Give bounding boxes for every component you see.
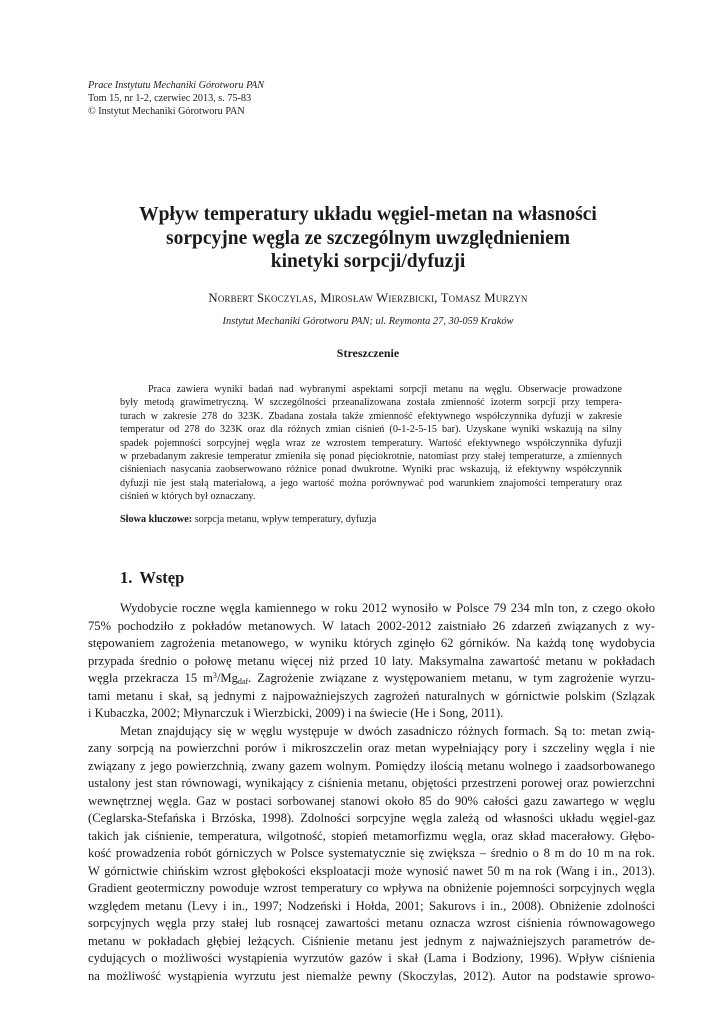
body-line: 75% pochodziło z pokładów metanowych. W latach 2002-2012 zaistniało 26 zdarzeń związanych z wy-: [88, 618, 655, 633]
subscript: daf: [237, 677, 249, 686]
body-line: wewnętrznej węgla. Gaz w postaci sorbowanej stanowi około 85 do 90% całości gazu zawartego w węglu: [88, 793, 655, 808]
body-line: na możliwość wystąpienia wyrzutu jest niemalże pewny (Skoczylas, 2012). Autor na podstawie sprowo-: [88, 968, 655, 983]
keywords: [120, 514, 376, 525]
body-line: (Ceglarska-Stefańska i Brzóska, 1998). Zdolności sorpcyjne węgla zależą od własności układu węgiel-gaz: [88, 811, 655, 825]
journal-name: Prace Instytutu Mechaniki Górotworu PAN: [88, 80, 264, 91]
keywords-text: sorpcja metanu, wpływ temperatury, dyfuzja: [192, 514, 377, 525]
superscript: 3: [212, 671, 217, 680]
body-line: i Kubaczka, 2002; Młynarczuk i Wierzbicki, 2009) i na świecie (He i Song, 2011).: [88, 706, 504, 720]
body-segment: węgla przekracza 15 m: [88, 671, 213, 685]
section-number: 1.: [120, 568, 133, 587]
abstract-line: turach w zakresie 278 do 323K. Zbadana została także zmienność efektywnego współczynnika dyfuzji w zakresie: [120, 410, 622, 422]
title-line: sorpcyjne węgla ze szczególnym uwzględnieniem: [166, 227, 570, 249]
abstract-line: dyfuzji nie jest stałą materiałową, a jego wartość można porównywać pod warunkiem znajomości temperatury oraz: [120, 477, 622, 489]
abstract-line: w przebadanym zakresie temperatur zmieniła się ponad pięciokrotnie, natomiast przy stałej temperaturze, a zmiennych: [120, 451, 622, 463]
body-line: tami metanu i skał, są jednymi z najpoważniejszych zagrożeń naturalnych w górnictwie polskim (Szlązak: [88, 688, 655, 703]
journal-copyright: © Instytut Mechaniki Górotworu PAN: [88, 105, 245, 117]
body-line: ustalony jest stan równowagi, wynikający z ciśnienia metanu, objętości przestrzeni porowej oraz powierzchni: [88, 776, 655, 790]
body-line: takich jak ciśnienie, temperatura, wilgotność, stopień metamorfizmu węgla, oraz skład macerałowy. Głębo-: [88, 828, 655, 843]
body-line: Metan znajdujący się w węglu występuje w dwóch zasadniczo różnych formach. Są to: metan zwią-: [120, 723, 655, 738]
title-line: Wpływ temperatury układu węgiel-metan na własności: [139, 204, 597, 225]
abstract-line: spadek pojemności sorpcyjnej węgla wraz ze wzrostem temperatury. Wartość efektywnego współczynnika dyfuzji: [120, 437, 622, 449]
body-line: względem metanu (Levy i in., 1997; Nodzeński i Hołda, 2001; Sakurovs i in., 2008). Obniżenie zdolności: [88, 898, 655, 913]
body-line: kość prowadzenia robót górniczych w Polsce systematycznie się zwiększa – średnio o 8 m do 10 m na rok.: [88, 846, 655, 860]
paper-title: [88, 203, 648, 274]
title-line: kinetyki sorpcji/dyfuzji: [270, 251, 466, 272]
body-segment: . Zagrożenie związane z występowaniem metanu, w tym zagrożenie wyrzu-: [248, 671, 655, 685]
abstract-line: Praca zawiera wyniki badań nad wybranymi aspektami sorpcji metanu na węglu. Obserwacje prowadzone: [148, 384, 622, 395]
abstract-line: ciśnieniach nasycania zaobserwowano różnice ponad dwukrotne. Wyniki prac wskazują, iż efektywny współczynnik: [120, 464, 622, 476]
body-line: stępowaniem zagrożenia metanowego, w wyniku których zginęło 62 górników. Na każdą tonę wydobycia: [88, 636, 655, 650]
journal-volume: Tom 15, nr 1-2, czerwiec 2013, s. 75-83: [88, 92, 252, 104]
body-line: metanu w pokładach głębiej leżących. Ciśnienie metanu jest jednym z najważniejszych parametrów de-: [88, 933, 655, 948]
abstract-line: były metodą grawimetryczną. W szczególności przeanalizowana została zmienność izoterm sorpcji przy tempera-: [120, 397, 622, 409]
body-line: zany sorpcją na powierzchni porów i mikroszczelin oraz metan wypełniający pory i szczeliny węgla i nie: [88, 741, 655, 755]
affiliation: Instytut Mechaniki Górotworu PAN; ul. Reymonta 27, 30-059 Kraków: [222, 316, 514, 327]
journal-header: [88, 80, 264, 118]
keywords-label: Słowa kluczowe:: [120, 514, 193, 525]
body-line: cydujących o możliwości wystąpienia wyrzutów gazów i skał (Lama i Bodziony, 1996). Wpływ ciśnienia: [88, 951, 655, 965]
abstract-line: ciśnień w których był oznaczany.: [120, 491, 256, 503]
abstract-body: [120, 383, 622, 504]
body-line: [88, 670, 655, 688]
body-line: W górnictwie chińskim wzrost głębokości eksploatacji może wynosić nawet 50 m na rok (Wang i in., 2013).: [88, 863, 655, 878]
body-text: [88, 600, 655, 985]
body-line: sorpcyjnych węgla przy stałej lub rosnącej zawartości metanu oznacza wzrost ciśnienia równowagowego: [88, 916, 655, 930]
body-line: przypada średnio o połowę metanu więcej niż przed 10 laty. Maksymalna zawartość metanu w pokładach: [88, 653, 655, 668]
section-title: Wstęp: [139, 568, 185, 587]
body-line: Gradient geotermiczny powoduje wzrost temperatury co wpływa na obniżenie pojemności sorpcyjnych węgla: [88, 881, 655, 895]
abstract-heading: Streszczenie: [336, 346, 400, 360]
authors: Norbert Skoczylas, Mirosław Wierzbicki, Tomasz Murzyn: [208, 291, 528, 305]
body-line: związany z jego powierzchnią, zwany gazem wolnym. Pomiędzy ilością metanu wolnego i zaadsorbowanego: [88, 758, 655, 773]
body-line: Wydobycie roczne węgla kamiennego w roku 2012 wynosiło w Polsce 79 234 mln ton, z czego około: [120, 601, 655, 615]
body-segment: /Mg: [216, 671, 238, 685]
abstract-line: temperatur od 278 do 323K oraz dla różnych zmian ciśnień (0-1-2-5-15 bar). Uzyskane wyniki wskazują na silny: [120, 424, 622, 436]
section-heading: [120, 568, 184, 588]
